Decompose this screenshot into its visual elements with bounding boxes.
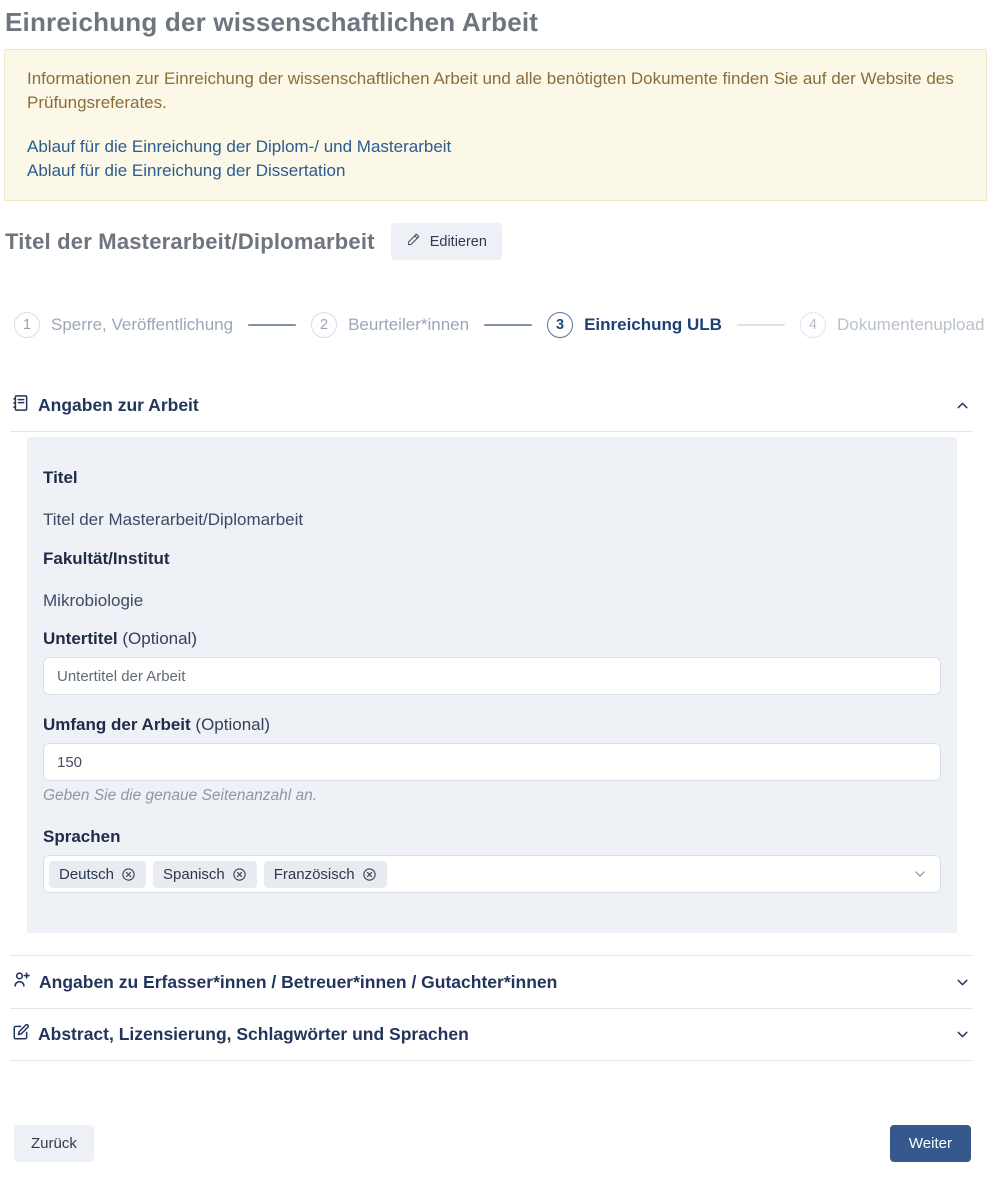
umfang-input[interactable]	[43, 743, 941, 781]
umfang-label	[43, 714, 941, 735]
remove-circle-icon[interactable]	[362, 867, 377, 882]
link-ablauf-dissertation[interactable]: Ablauf für die Einreichung der Dissertation	[27, 161, 346, 180]
remove-circle-icon[interactable]	[232, 867, 247, 882]
untertitel-optional-hint: (Optional)	[122, 629, 197, 648]
next-button[interactable]: Weiter	[890, 1125, 971, 1162]
step-connector	[484, 324, 532, 326]
accordion-erfasser-betreuer-gutachter	[10, 955, 973, 1009]
step-connector	[737, 324, 785, 326]
chevron-down-icon	[912, 866, 928, 882]
accordion-header-angaben-zur-arbeit[interactable]	[10, 380, 973, 432]
step-dokumentenupload[interactable]	[800, 312, 984, 338]
language-tag-label: Deutsch	[59, 865, 115, 883]
accordion-title: Abstract, Lizensierung, Schlagwörter und Sprachen	[38, 1024, 469, 1044]
language-tag-label: Französisch	[273, 865, 355, 883]
accordion-abstract-lizensierung	[10, 1009, 973, 1061]
pencil-icon	[406, 232, 421, 251]
step-4-label: Dokumentenupload	[836, 315, 985, 334]
back-button[interactable]: Zurück	[14, 1125, 94, 1162]
titel-label: Titel	[43, 468, 78, 487]
untertitel-label-text: Untertitel	[43, 629, 118, 648]
book-icon	[12, 394, 30, 417]
page-title: Einreichung der wissenschaftlichen Arbeit	[5, 7, 539, 37]
fakultaet-value: Mikrobiologie	[43, 591, 144, 610]
link-ablauf-masterarbeit[interactable]: Ablauf für die Einreichung der Diplom-/ und Masterarbeit	[27, 137, 452, 156]
edit-square-icon	[12, 1023, 30, 1046]
step-2-label: Beurteiler*innen	[348, 315, 470, 334]
chevron-down-icon	[954, 974, 971, 991]
step-1-circle: 1	[14, 312, 40, 338]
section-title: Titel der Masterarbeit/Diplomarbeit	[5, 228, 375, 254]
language-tag-spanisch	[153, 861, 257, 888]
sprachen-label: Sprachen	[43, 827, 121, 846]
accordion-title: Angaben zur Arbeit	[38, 395, 199, 415]
step-connector	[248, 324, 296, 326]
remove-circle-icon[interactable]	[121, 867, 136, 882]
fakultaet-label: Fakultät/Institut	[43, 549, 170, 568]
angaben-zur-arbeit-panel	[27, 437, 957, 933]
accordion-angaben-zur-arbeit	[10, 380, 973, 933]
umfang-helper-text: Geben Sie die genaue Seitenanzahl an.	[43, 787, 318, 804]
untertitel-label	[43, 628, 941, 649]
accordion-header-abstract-lizensierung[interactable]	[10, 1009, 973, 1060]
language-tag-franzoesisch	[264, 861, 387, 888]
language-tag-label: Spanisch	[163, 865, 225, 883]
user-plus-icon	[12, 970, 31, 994]
step-sperre-veroeffentlichung[interactable]	[14, 312, 233, 338]
edit-title-label: Editieren	[429, 233, 487, 250]
step-3-circle: 3	[547, 312, 573, 338]
edit-title-button[interactable]	[391, 223, 502, 260]
section-head	[5, 223, 992, 260]
untertitel-input[interactable]	[43, 657, 941, 695]
titel-value: Titel der Masterarbeit/Diplomarbeit	[43, 510, 304, 529]
chevron-down-icon	[954, 1026, 971, 1043]
accordion-title: Angaben zu Erfasser*innen / Betreuer*innen / Gutachter*innen	[39, 971, 558, 992]
step-4-circle: 4	[800, 312, 826, 338]
step-1-label: Sperre, Veröffentlichung	[51, 315, 234, 334]
info-banner	[4, 49, 987, 201]
wizard-stepper	[14, 312, 985, 338]
step-beurteiler-innen[interactable]	[311, 312, 469, 338]
step-einreichung-ulb[interactable]	[547, 312, 722, 338]
wizard-footer	[10, 1125, 973, 1186]
chevron-up-icon	[954, 397, 971, 414]
step-3-label: Einreichung ULB	[584, 315, 722, 334]
sprachen-multiselect[interactable]	[43, 855, 941, 893]
accordion-header-erfasser-betreuer-gutachter[interactable]	[10, 956, 973, 1008]
language-tag-deutsch	[49, 861, 146, 888]
step-2-circle: 2	[311, 312, 337, 338]
umfang-optional-hint: (Optional)	[195, 715, 271, 734]
umfang-label-text: Umfang der Arbeit	[43, 715, 191, 734]
info-banner-text: Informationen zur Einreichung der wissenschaftlichen Arbeit und alle benötigten Dokumente finden Sie auf der Website des Prüfungsreferates.	[27, 69, 954, 112]
